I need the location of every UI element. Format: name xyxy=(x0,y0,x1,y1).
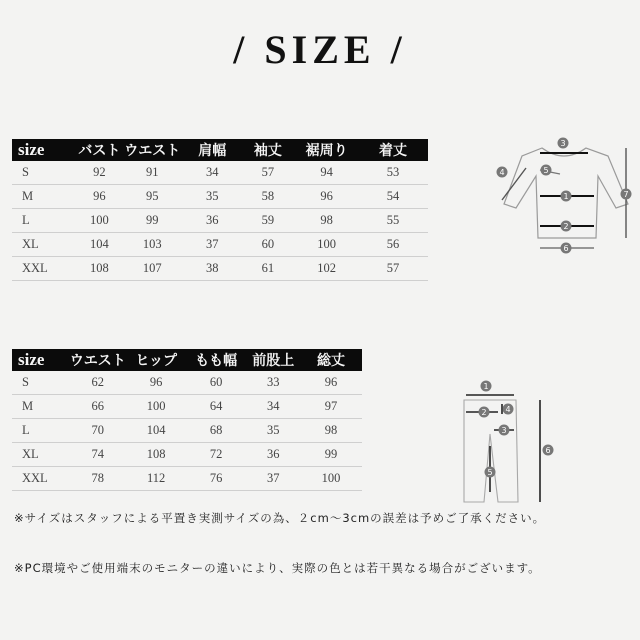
table-cell: 68 xyxy=(186,419,247,443)
table-cell: 99 xyxy=(300,443,362,467)
marker-5: 5 xyxy=(487,468,493,477)
page-title: / SIZE / xyxy=(233,27,407,72)
table-cell: S xyxy=(12,371,69,395)
table-cell: 97 xyxy=(300,395,362,419)
marker-1: 1 xyxy=(563,192,569,201)
table-row xyxy=(12,257,428,281)
table-cell: 53 xyxy=(358,161,428,185)
table-cell: 34 xyxy=(184,161,241,185)
marker-3: 3 xyxy=(501,426,507,435)
table-cell: 57 xyxy=(358,257,428,281)
table-cell: 96 xyxy=(78,185,120,209)
table-row xyxy=(12,161,428,185)
note-measurement: ※サイズはスタッフによる平置き実測サイズの為、２cm〜3cmの誤差は予めご了承ください。 xyxy=(14,511,546,525)
table-cell: 35 xyxy=(184,185,241,209)
table-cell: 36 xyxy=(184,209,241,233)
table-cell: S xyxy=(12,161,78,185)
marker-4: 4 xyxy=(499,168,505,177)
header-bust: バスト xyxy=(78,139,120,161)
table-cell: 37 xyxy=(247,467,300,491)
top-size-table xyxy=(12,139,428,281)
table-cell: 96 xyxy=(127,371,186,395)
table-cell: 96 xyxy=(300,371,362,395)
table-cell: 59 xyxy=(241,209,296,233)
header-rise: 前股上 xyxy=(247,349,300,371)
header-shoulder: 肩幅 xyxy=(184,139,241,161)
marker-2: 2 xyxy=(481,408,487,417)
sweater-diagram xyxy=(486,134,634,260)
pants-outline xyxy=(464,400,518,502)
table-cell: 96 xyxy=(295,185,358,209)
table-cell: 100 xyxy=(127,395,186,419)
table-cell: 91 xyxy=(120,161,184,185)
marker-6: 6 xyxy=(545,446,551,455)
table-row xyxy=(12,233,428,257)
header-total-length: 総丈 xyxy=(300,349,362,371)
table-cell: XXL xyxy=(12,467,69,491)
header-length: 着丈 xyxy=(358,139,428,161)
table-header-row xyxy=(12,139,428,161)
note-color: ※PC環境やご使用端末のモニターの違いにより、実際の色とは若干異なる場合がございます。 xyxy=(14,561,541,575)
table-cell: 64 xyxy=(186,395,247,419)
header-size: size xyxy=(12,139,78,161)
table-cell: 94 xyxy=(295,161,358,185)
header-hem: 裾周り xyxy=(295,139,358,161)
table-cell: 76 xyxy=(186,467,247,491)
table-cell: 61 xyxy=(241,257,296,281)
table-cell: 72 xyxy=(186,443,247,467)
table-cell: 55 xyxy=(358,209,428,233)
table-cell: M xyxy=(12,395,69,419)
table-row xyxy=(12,467,362,491)
header-waist: ウエスト xyxy=(120,139,184,161)
table-cell: 37 xyxy=(184,233,241,257)
table-cell: 98 xyxy=(295,209,358,233)
table-cell: 100 xyxy=(295,233,358,257)
table-row xyxy=(12,443,362,467)
marker-4: 4 xyxy=(505,405,511,414)
number-markers xyxy=(497,138,632,254)
table-cell: 60 xyxy=(241,233,296,257)
table-cell: 78 xyxy=(69,467,127,491)
table-cell: 62 xyxy=(69,371,127,395)
table-cell: 57 xyxy=(241,161,296,185)
table-cell: 104 xyxy=(78,233,120,257)
table-cell: 58 xyxy=(241,185,296,209)
table-cell: XL xyxy=(12,233,78,257)
table-cell: 107 xyxy=(120,257,184,281)
header-size: size xyxy=(12,349,69,371)
table-cell: 66 xyxy=(69,395,127,419)
marker-3: 3 xyxy=(560,139,566,148)
table-row xyxy=(12,371,362,395)
table-row xyxy=(12,185,428,209)
header-waist: ウエスト xyxy=(69,349,127,371)
marker-6: 6 xyxy=(563,244,569,253)
table-row xyxy=(12,209,428,233)
table-cell: 36 xyxy=(247,443,300,467)
marker-7: 7 xyxy=(623,190,629,199)
table-cell: 99 xyxy=(120,209,184,233)
table-cell: 103 xyxy=(120,233,184,257)
table-cell: 74 xyxy=(69,443,127,467)
table-cell: 92 xyxy=(78,161,120,185)
table-cell: 100 xyxy=(300,467,362,491)
table-cell: 56 xyxy=(358,233,428,257)
table-row xyxy=(12,419,362,443)
table-cell: 112 xyxy=(127,467,186,491)
bottom-size-table xyxy=(12,349,362,491)
table-cell: 70 xyxy=(69,419,127,443)
table-cell: 108 xyxy=(127,443,186,467)
table-cell: 102 xyxy=(295,257,358,281)
table-cell: 104 xyxy=(127,419,186,443)
header-thigh: もも幅 xyxy=(186,349,247,371)
marker-5: 5 xyxy=(543,166,549,175)
table-cell: 34 xyxy=(247,395,300,419)
table-cell: 35 xyxy=(247,419,300,443)
table-cell: L xyxy=(12,419,69,443)
header-sleeve: 袖丈 xyxy=(241,139,296,161)
table-cell: XXL xyxy=(12,257,78,281)
table-row xyxy=(12,395,362,419)
table-cell: 108 xyxy=(78,257,120,281)
table-cell: 38 xyxy=(184,257,241,281)
marker-2: 2 xyxy=(563,222,569,231)
table-cell: L xyxy=(12,209,78,233)
marker-1: 1 xyxy=(483,382,489,391)
header-hip: ヒップ xyxy=(127,349,186,371)
table-cell: 54 xyxy=(358,185,428,209)
table-cell: 98 xyxy=(300,419,362,443)
table-cell: XL xyxy=(12,443,69,467)
table-cell: 95 xyxy=(120,185,184,209)
table-cell: 100 xyxy=(78,209,120,233)
table-cell: 33 xyxy=(247,371,300,395)
pants-diagram xyxy=(452,374,572,506)
table-cell: 60 xyxy=(186,371,247,395)
table-cell: M xyxy=(12,185,78,209)
table-header-row xyxy=(12,349,362,371)
